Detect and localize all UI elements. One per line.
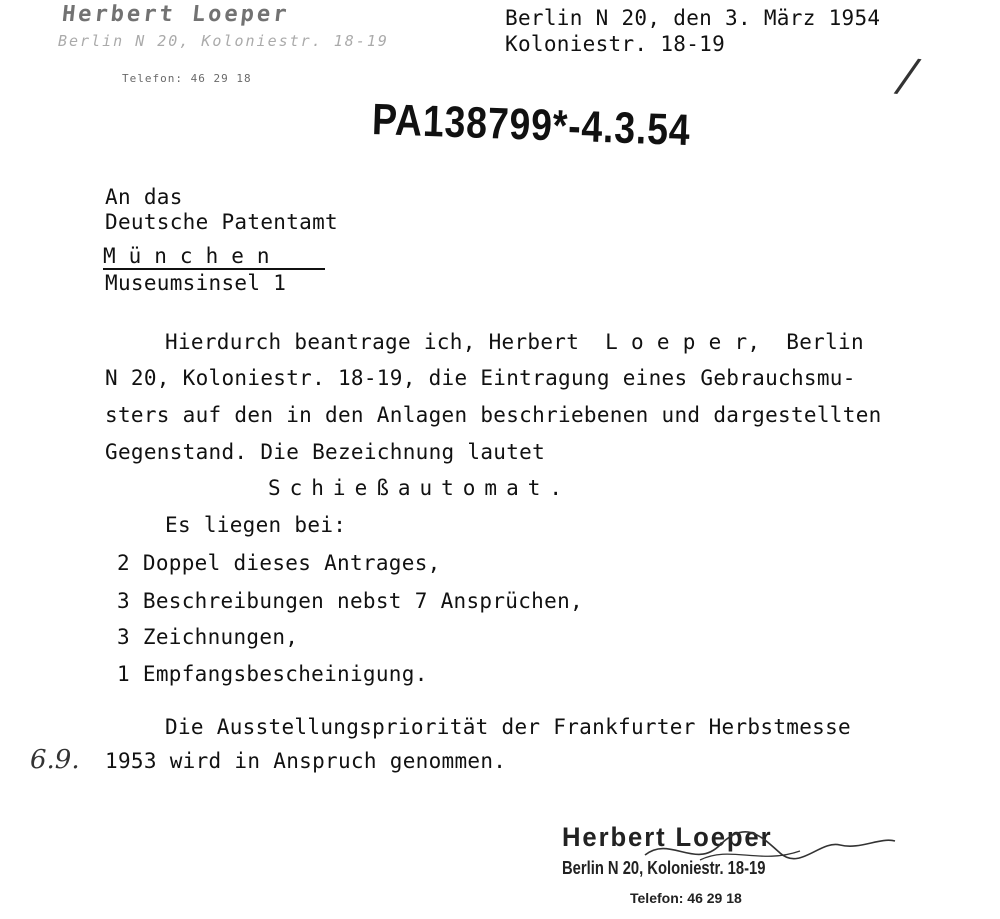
body-line-3: sters auf den in den Anlagen beschriebenen und dargestellten — [105, 403, 882, 427]
letterhead-address: Berlin N 20, Koloniestr. 18-19 — [58, 32, 389, 50]
priority-line-2: 1953 wird in Anspruch genommen. — [105, 749, 507, 773]
handwritten-page-mark: / — [896, 47, 920, 103]
recipient-street: Museumsinsel 1 — [105, 271, 287, 295]
enclosure-item: 3 Beschreibungen nebst 7 Ansprüchen, — [117, 589, 583, 613]
enclosures-intro: Es liegen bei: — [165, 513, 347, 537]
body-line-1: Hierdurch beantrage ich, Herbert L o e p e r, Berlin — [165, 330, 864, 354]
enclosure-item: 1 Empfangsbescheinigung. — [117, 662, 428, 686]
enclosure-item: 3 Zeichnungen, — [117, 625, 299, 649]
recipient-city: München — [103, 244, 283, 268]
body-line-2: N 20, Koloniestr. 18-19, die Eintragung eines Gebrauchsmu- — [105, 366, 856, 390]
signature-stamp-telephone: Telefon: 46 29 18 — [630, 890, 742, 906]
enclosure-item: 2 Doppel dieses Antrages, — [117, 551, 441, 575]
city-underline — [103, 268, 325, 270]
letterhead-name: Herbert Loeper — [60, 2, 291, 27]
body-line-4: Gegenstand. Die Bezeichnung lautet — [105, 440, 546, 464]
filing-number-stamp: PA138799*-4.3.54 — [371, 95, 692, 156]
priority-line-1: Die Ausstellungspriorität der Frankfurter Herbstmesse — [165, 715, 851, 739]
sender-street: Koloniestr. 18-19 — [505, 32, 726, 56]
letterhead-telephone: Telefon: 46 29 18 — [122, 72, 252, 85]
date-line: Berlin N 20, den 3. März 1954 — [505, 6, 881, 30]
signature-stamp-address: Berlin N 20, Koloniestr. 18-19 — [562, 858, 766, 878]
handwritten-date: 6.9. — [30, 745, 80, 775]
designation: Schießautomat. — [268, 476, 572, 500]
recipient-line-2: Deutsche Patentamt — [105, 210, 338, 234]
signature-stamp-name: Herbert Loeper — [562, 822, 773, 852]
recipient-line-1: An das — [105, 185, 183, 209]
